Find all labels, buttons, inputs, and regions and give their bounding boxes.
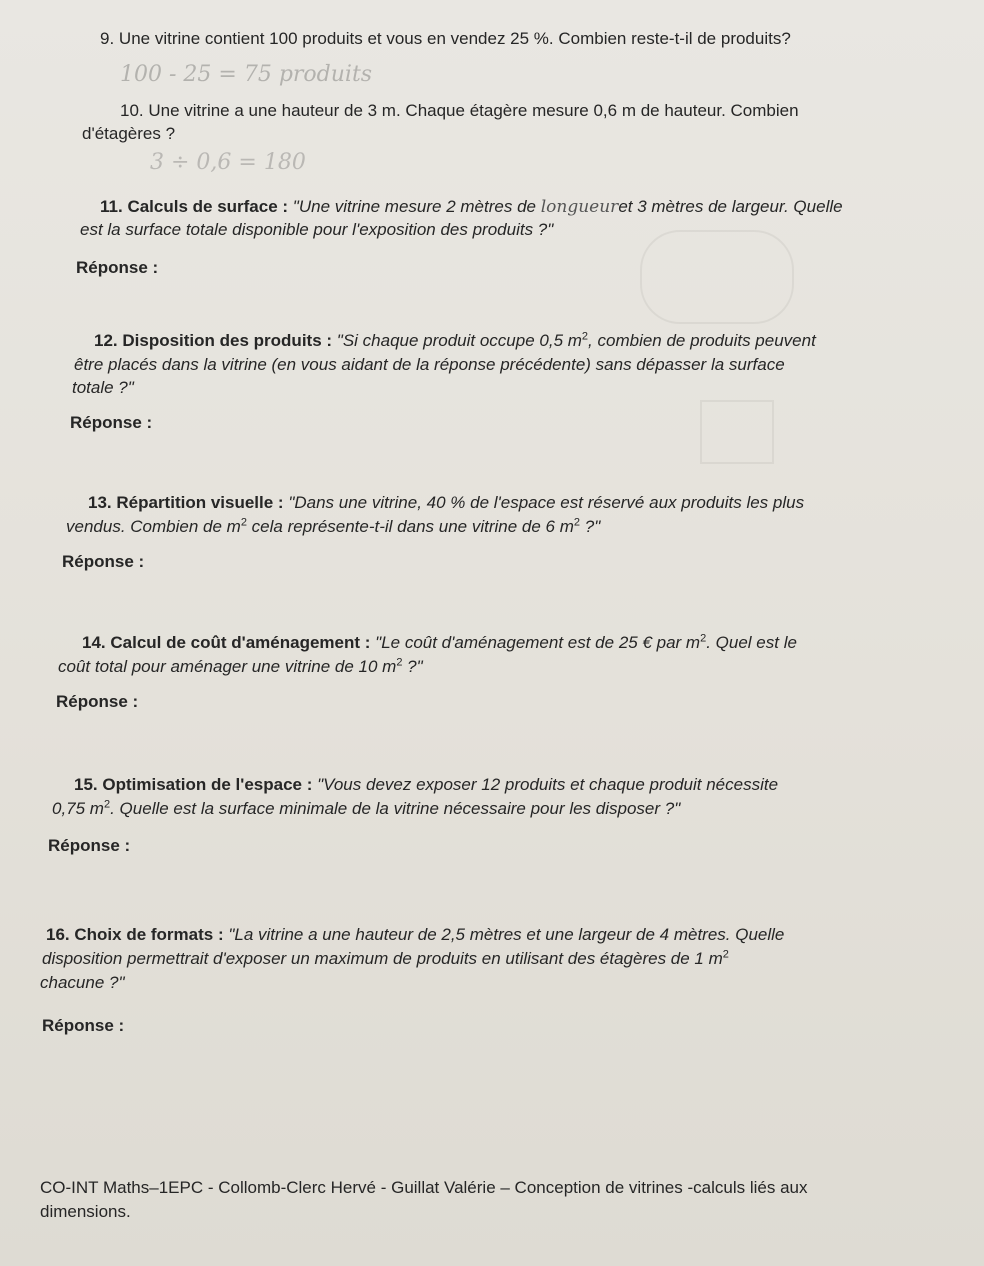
handwritten-word: longueur [540,197,619,217]
footer-line-2: dimensions. [40,1202,131,1221]
question-13: 13. Répartition visuelle : "Dans une vitrine, 40 % de l'espace est réservé aux produits les plus [88,493,805,512]
question-title: Calcul de coût d'aménagement : [110,633,371,652]
question-16-line3: chacune ?" [40,973,125,992]
answer-label-15: Réponse : [48,836,131,855]
answer-label-16: Réponse : [42,1016,125,1035]
question-title: Calculs de surface : [127,197,289,216]
question-title: Choix de formats : [74,925,224,944]
bleed-through-mark [700,400,774,464]
question-title: Répartition visuelle : [116,493,284,512]
handwritten-answer-10: 3 ÷ 0,6 = 180 [150,150,306,175]
handwritten-answer-9: 100 - 25 = 75 produits [120,62,373,87]
question-number: 16. [46,925,70,944]
question-11: 11. Calculs de surface : "Une vitrine mesure 2 mètres de longueuret 3 mètres de largeur. Quelle [100,197,843,217]
question-text: Une vitrine contient 100 produits et vous en vendez 25 %. Combien reste-t-il de produits? [118,29,791,48]
footer-credits [40,1176,950,1224]
question-text: Une vitrine a une hauteur de 3 m. Chaque étagère mesure 0,6 m de hauteur. Combien [148,101,799,120]
question-11-line2: est la surface totale disponible pour l'exposition des produits ?" [80,220,554,239]
question-number: 11. [100,197,123,216]
question-16-line2: disposition permettrait d'exposer un maximum de produits en utilisant des étagères de 1 $m^2$ [42,948,729,968]
question-number: 10. [120,101,144,120]
answer-label-12: Réponse : [70,413,153,432]
question-10-line2: d'étagères ? [82,124,176,143]
answer-label-14: Réponse : [56,692,139,711]
question-10 [120,100,960,122]
answer-label-13: Réponse : [62,552,145,571]
question-title: Disposition des produits : [122,331,333,350]
bleed-through-mark [640,230,794,324]
question-16: 16. Choix de formats : "La vitrine a une hauteur de 2,5 mètres et une largeur de 4 mètres. Quelle [46,925,785,944]
question-15: 15. Optimisation de l'espace : "Vous devez exposer 12 produits et chaque produit nécessite [74,775,779,794]
question-12-line2: être placés dans la vitrine (en vous aidant de la réponse précédente) sans dépasser la surface [74,355,785,374]
question-number: 15. [74,775,98,794]
footer-line-1: CO-INT Maths–1EPC - Collomb-Clerc Hervé - Guillat Valérie – Conception de vitrines -calculs liés aux [40,1178,808,1197]
question-13-line2: vendus. Combien de $m^2$ cela représente-t-il dans une vitrine de 6 $m^2$ ?" [66,516,601,536]
question-14: 14. Calcul de coût d'aménagement : "Le coût d'aménagement est de 25 € par $m^2$. Quel est le [82,632,797,652]
question-12: 12. Disposition des produits : "Si chaque produit occupe 0,5 $m^2$, combien de produits peuvent [94,330,816,350]
question-14-line2: coût total pour aménager une vitrine de 10 $m^2$ ?" [58,656,423,676]
question-number: 9. [100,29,115,48]
question-title: Optimisation de l'espace : [102,775,313,794]
question-12-line3: totale ?" [72,378,134,397]
question-15-line2: 0,75 $m^2$. Quelle est la surface minimale de la vitrine nécessaire pour les disposer ?" [52,798,681,818]
question-9 [100,28,960,50]
question-number: 12. [94,331,118,350]
answer-label-11: Réponse : [76,258,159,277]
question-number: 14. [82,633,106,652]
question-number: 13. [88,493,112,512]
